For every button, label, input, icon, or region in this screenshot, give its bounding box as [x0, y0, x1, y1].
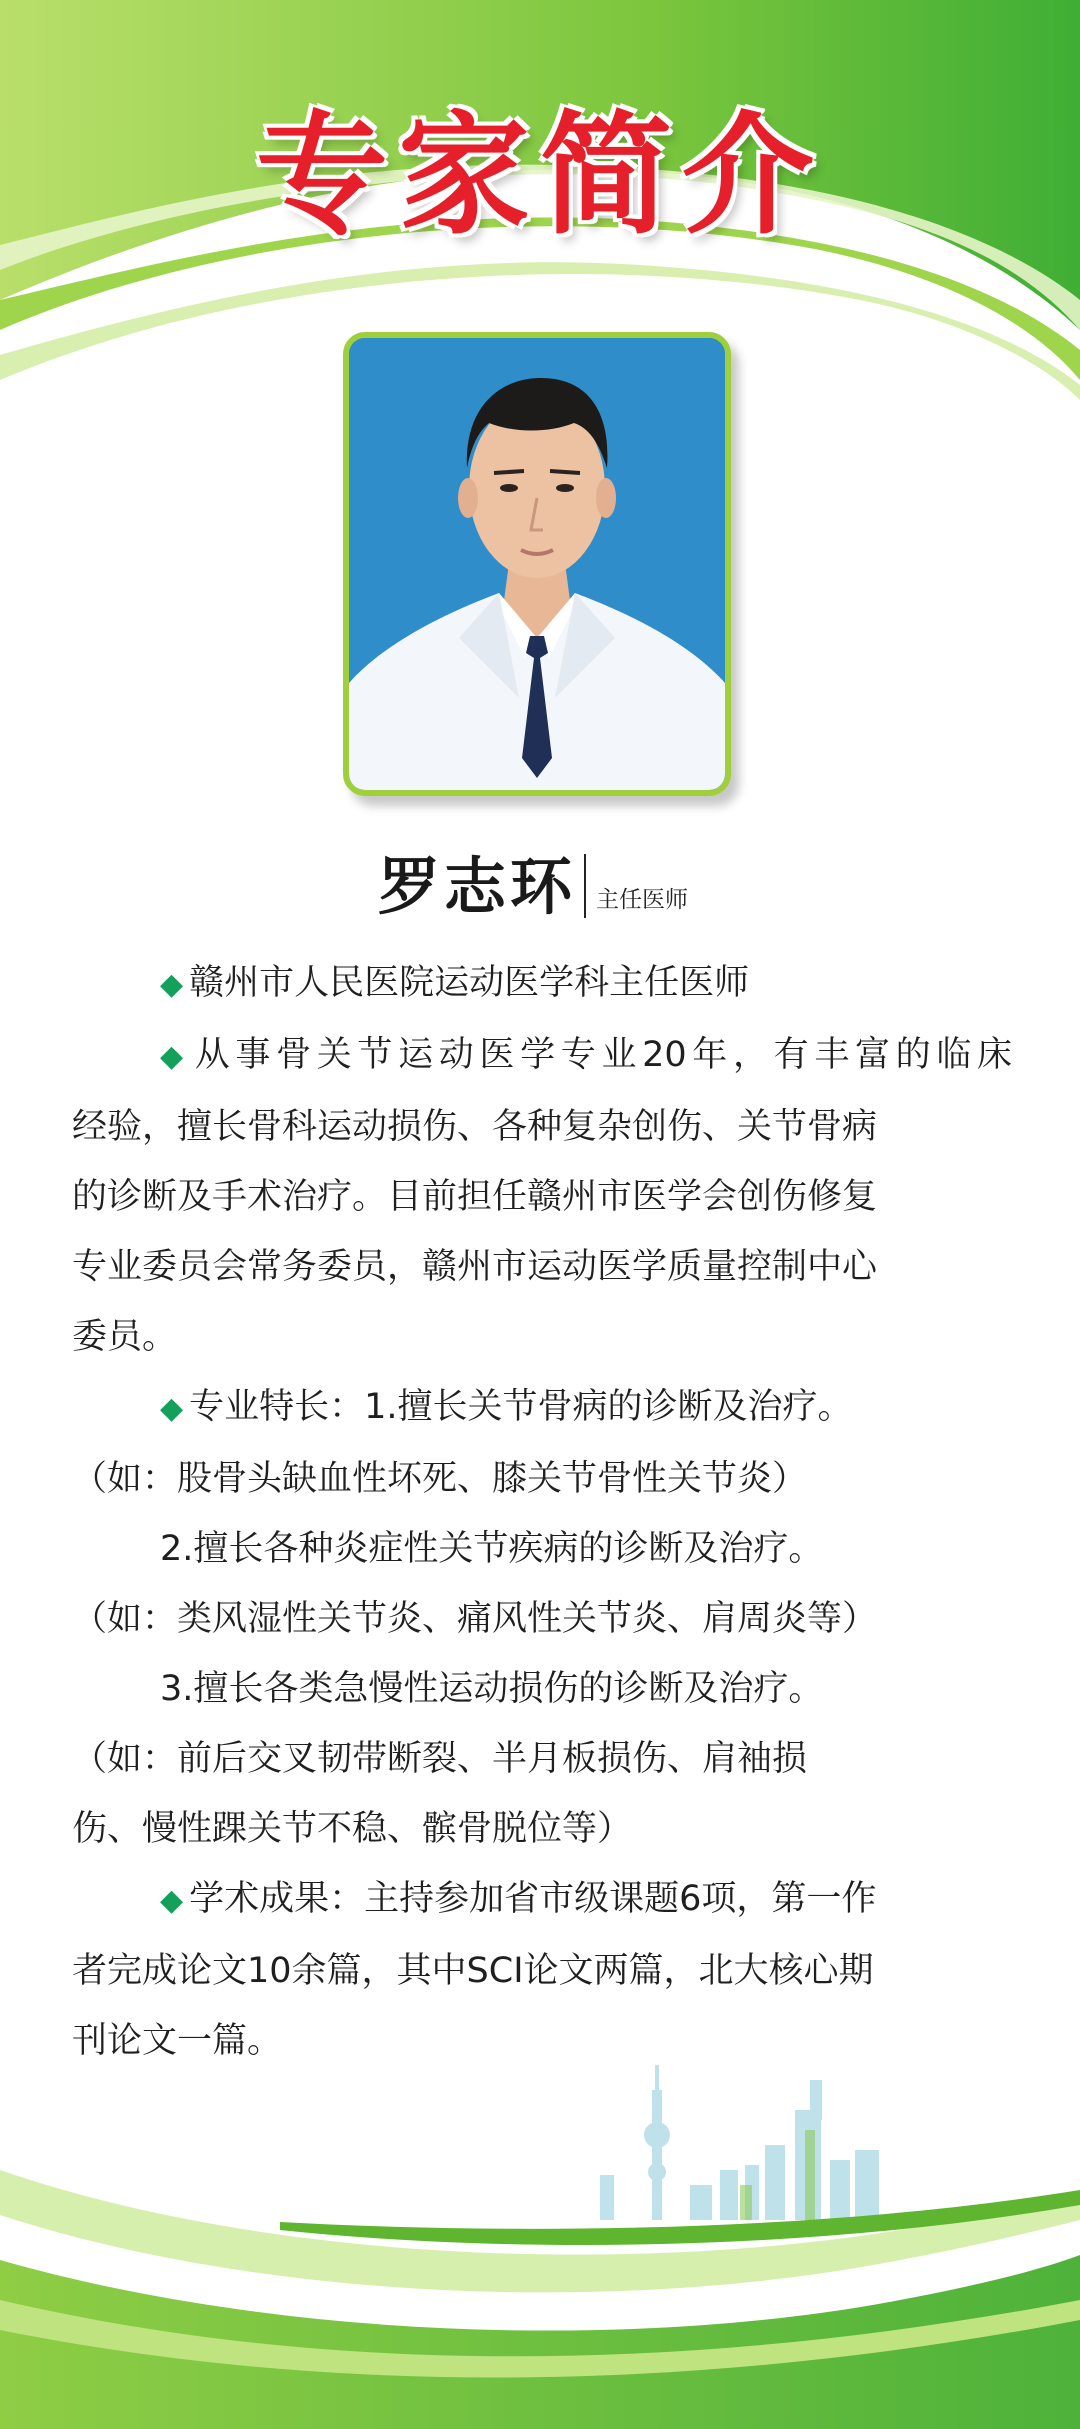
- doctor-name: 罗志环: [378, 850, 577, 923]
- intro-line: 2.擅长各种炎症性关节疾病的诊断及治疗。: [160, 1529, 824, 1569]
- skyline-icon: [600, 2065, 879, 2220]
- intro-line: ◆ 赣州市人民医院运动医学科主任医师: [160, 963, 750, 1003]
- diamond-bullet-icon: ◆: [160, 1391, 184, 1426]
- intro-line: （如：类风湿性关节炎、痛风性关节炎、肩周炎等）: [72, 1599, 878, 1639]
- intro-line: 刊论文一篇。: [72, 2021, 283, 2061]
- intro-line: ◆ 从事骨关节运动医学专业20年，有丰富的临床: [160, 1035, 1012, 1075]
- intro-line: 的诊断及手术治疗。目前担任赣州市医学会创伤修复: [72, 1177, 878, 1217]
- diamond-bullet-icon: ◆: [160, 1883, 184, 1918]
- intro-line: 伤、慢性踝关节不稳、髌骨脱位等）: [72, 1809, 633, 1849]
- doctor-portrait-icon: [349, 338, 725, 790]
- diamond-bullet-icon: ◆: [160, 1039, 189, 1074]
- doctor-name-row: [378, 838, 689, 923]
- intro-line: ◆ 学术成果：主持参加省市级课题6项，第一作: [160, 1879, 877, 1919]
- doctor-position: 主任医师: [596, 887, 689, 913]
- intro-line: 经验，擅长骨科运动损伤、各种复杂创伤、关节骨病: [72, 1107, 878, 1147]
- intro-line: 专业委员会常务委员，赣州市运动医学质量控制中心: [72, 1247, 878, 1287]
- intro-content: [72, 948, 1012, 2076]
- intro-line: （如：股骨头缺血性坏死、膝关节骨性关节炎）: [72, 1459, 808, 1499]
- intro-line: 委员。: [72, 1317, 178, 1357]
- diamond-bullet-icon: ◆: [160, 967, 184, 1002]
- intro-line: （如：前后交叉韧带断裂、半月板损伤、肩袖损: [72, 1739, 808, 1779]
- doctor-photo: [343, 332, 731, 796]
- intro-line: ◆ 专业特长：1.擅长关节骨病的诊断及治疗。: [160, 1387, 853, 1427]
- intro-line: 者完成论文10余篇，其中SCI论文两篇，北大核心期: [72, 1951, 874, 1991]
- page-title: 专家简介: [256, 98, 824, 253]
- intro-line: 3.擅长各类急慢性运动损伤的诊断及治疗。: [160, 1669, 824, 1709]
- name-divider: [584, 854, 586, 918]
